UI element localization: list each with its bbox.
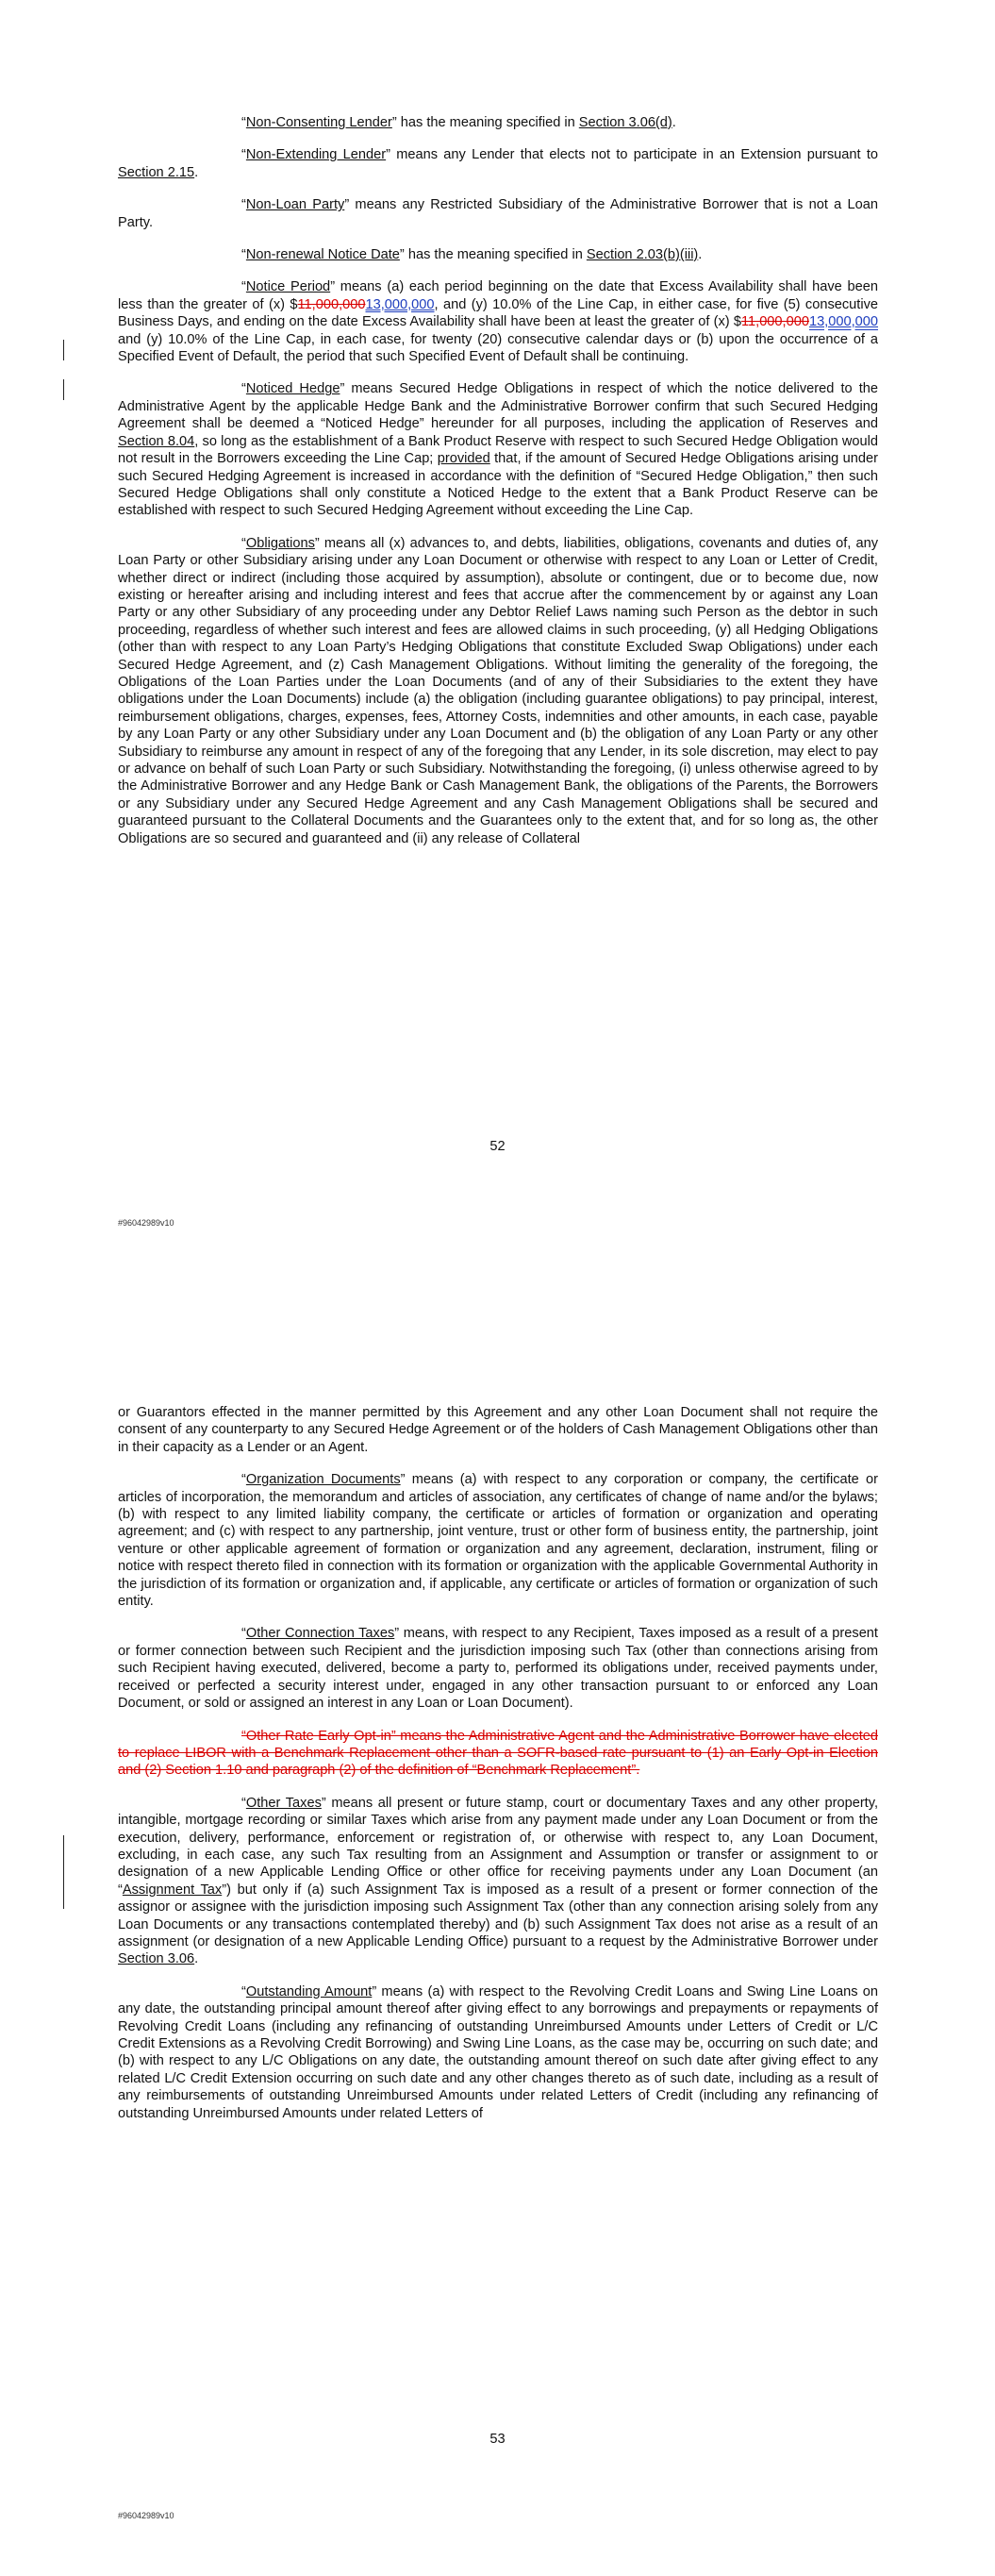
inserted-text: 13,000,000 bbox=[365, 296, 435, 312]
defined-term: Other Connection Taxes bbox=[245, 1626, 395, 1642]
definition-non-loan-party: “Non-Loan Party” means any Restricted Subsidiary of the Administrative Borrower that is not a Loan Party. bbox=[118, 197, 879, 230]
defined-term: Organization Documents bbox=[245, 1472, 401, 1488]
definition-notice-period: “Notice Period” means (a) each period beginning on the date that Excess Availability shall have been less than the greater of (x) $11,000,00013,000,000, and (y) 10.0% of the Line Cap, in either case, for five (5) consecutive Business Days, and ending on the date Excess Availability shall have been at least the greater of (x) $11,000,00013,000,000 and (y) 10.0% of the Line Cap, in each case, for twenty (20) consecutive calendar days or (b) upon the occurrence of a Specified Event of Default, the period that such Specified Event of Default shall be continuing. bbox=[118, 279, 879, 365]
defined-term: Outstanding Amount bbox=[245, 1983, 373, 1999]
definition-other-connection-taxes: “Other Connection Taxes” means, with respect to any Recipient, Taxes imposed as a result of a present or former connection between such Recipient and the jurisdiction imposing such Tax (other than connections arising from such Recipient having executed, delivered, become a party to, performed its obligations under, received payments under, received or perfected a security interest under, engaged in any other transaction pursuant to or enforced any Loan Document, or sold or assigned an interest in any Loan or Loan Document). bbox=[118, 1626, 878, 1712]
defined-term: Notice Period bbox=[245, 279, 331, 295]
defined-term: Non-Consenting Lender bbox=[245, 115, 392, 130]
section-reference: Section 3.06 bbox=[118, 1951, 195, 1967]
definition-organization-documents: “Organization Documents” means (a) with respect to any corporation or company, the certificate or articles of incorporation, the memorandum and articles of association, any certificates of change of name and/or the bylaws; (b) with respect to any limited liability company, the certificate or articles of formation or organization and operating agreement; and (c) with respect to any partnership, joint venture, trust or other form of business entity, the partnership, joint venture or other applicable agreement of formation or organization and any agreement, declaration, instrument, filing or notice with respect thereto filed in connection with its formation or organization with the applicable Governmental Authority in the jurisdiction of its formation or organization and, if applicable, any certificate or articles of formation or organization of such entity. bbox=[118, 1472, 878, 1610]
deleted-definition-other-rate-early-opt-in: “Other Rate Early Opt-in” means the Administrative Agent and the Administrative Borrower have elected to replace LIBOR with a Benchmark Replacement other than a SOFR-based rate pursuant to (1) an Early Opt-in Election and (2) Section 1.10 and paragraph (2) of the definition of “Benchmark Replacement”. bbox=[118, 1728, 878, 1779]
definition-non-consenting-lender: “Non-Consenting Lender” has the meaning specified in Section 3.06(d). bbox=[241, 115, 676, 130]
inserted-text: 13,000,000 bbox=[808, 314, 878, 330]
page-number: 53 bbox=[489, 2432, 506, 2447]
change-bar bbox=[63, 340, 64, 360]
deleted-text: 11,000,000 bbox=[297, 296, 366, 312]
defined-term: Non-renewal Notice Date bbox=[245, 247, 400, 263]
change-bar bbox=[63, 1835, 64, 1909]
document-id: #96042989v10 bbox=[118, 2511, 174, 2520]
section-reference: Section 8.04 bbox=[118, 433, 195, 449]
section-reference: Section 3.06(d) bbox=[578, 115, 672, 130]
defined-term: Noticed Hedge bbox=[245, 381, 340, 397]
definition-obligations: “Obligations” means all (x) advances to, and debts, liabilities, obligations, covenants and duties of, any Loan Party or other Subsidiary arising under any Loan Document or otherwise with respect to any Loan or Letter of Credit, whether direct or indirect (including those acquired by assumption), absolute or contingent, due or to become due, now existing or hereafter arising and including interest and fees that accrue after the commencement by or against any Loan Party or any other Subsidiary of any proceeding under any Debtor Relief Laws naming such Person as the debtor in such proceeding, regardless of whether such interest and fees are allowed claims in such proceeding, (y) all Hedging Obligations (other than with respect to any Loan Party’s Hedging Obligations that constitute Excluded Swap Obligations) under each Secured Hedge Agreement, and (z) Cash Management Obligations. Without limiting the generality of the foregoing, the Obligations of the Loan Parties under the Loan Documents (and of any of their Subsidiaries to the extent they have obligations under the Loan Documents) include (a) the obligation (including guarantee obligations) to pay principal, interest, reimbursement obligations, charges, expenses, fees, Attorney Costs, indemnities and other amounts, in each case, payable by any Loan Party or any other Subsidiary under any Loan Document and (b) the obligation of any Loan Party or any other Subsidiary to reimburse any amount in respect of any of the foregoing that any Lender, in its sole discretion, may elect to pay or advance on behalf of such Loan Party or such Subsidiary. Notwithstanding the foregoing, (i) unless otherwise agreed to by the Administrative Borrower and any Hedge Bank or Cash Management Bank, the obligations of the Parents, the Borrowers or any Subsidiary under any Secured Hedge Agreement and any Cash Management Obligations shall be secured and guaranteed pursuant to the Collateral Documents and the Guarantees only to the extent that, and for so long as, the other Obligations are so secured and guaranteed and (ii) any release of Collateral bbox=[118, 535, 878, 846]
definition-noticed-hedge: “Noticed Hedge” means Secured Hedge Obligations in respect of which the notice delivered to the Administrative Agent by the applicable Hedge Bank and the Administrative Borrower confirm that such Secured Hedging Agreement shall be deemed a “Noticed Hedge” hereunder for all purposes, including the application of Reserves and Section 8.04, so long as the establishment of a Bank Product Reserve with respect to such Secured Hedge Obligation would not result in the Borrowers exceeding the Line Cap; provided that, if the amount of Secured Hedge Obligations arising under such Secured Hedging Agreement is increased in accordance with the definition of “Secured Hedge Obligation,” then such Secured Hedge Obligations shall only constitute a Noticed Hedge to the extent that a Bank Product Reserve can be established with respect to such Secured Hedging Agreement without exceeding the Line Cap. bbox=[118, 381, 879, 519]
continued-paragraph: or Guarantors effected in the manner permitted by this Agreement and any other Loan Document shall not require the consent of any counterparty to any Secured Hedge Agreement or of the holders of Cash Management Obligations other than in their capacity as a Lender or an Agent. bbox=[118, 1405, 878, 1455]
provided-term: provided bbox=[437, 451, 490, 467]
definition-non-extending-lender: “Non-Extending Lender” means any Lender that elects not to participate in an Extension pursuant to Section 2.15. bbox=[118, 147, 878, 180]
document-id: #96042989v10 bbox=[118, 1218, 174, 1228]
section-reference: Section 2.15 bbox=[118, 164, 195, 180]
defined-term: Obligations bbox=[245, 535, 315, 551]
page-52-body bbox=[118, 114, 878, 862]
definition-other-taxes: “Other Taxes” means all present or future stamp, court or documentary Taxes and any other property, intangible, mortgage recording or similar Taxes which arise from any payment made under any Loan Document or from the execution, delivery, performance, enforcement or registration of, or otherwise with respect to, any Loan Document, excluding, in each case, any such Tax resulting from an Assignment and Assumption or transfer or assignment to or designation of a new Applicable Lending Office or other office for receiving payments under any Loan Document (an “Assignment Tax”) but only if (a) such Assignment Tax is imposed as a result of a present or former connection of the assignor or assignee with the jurisdiction imposing such Assignment Tax (other than any connection arising solely from any Loan Documents or any transactions contemplated thereby) and (b) such Assignment Tax does not arise as a result of an assignment (or designation of a new Applicable Lending Office) pursuant to a request by the Administrative Borrower under Section 3.06. bbox=[118, 1795, 878, 1967]
definition-non-renewal-notice-date: “Non-renewal Notice Date” has the meaning specified in Section 2.03(b)(iii). bbox=[241, 247, 703, 263]
section-reference: Section 2.03(b)(iii) bbox=[586, 247, 699, 263]
page-number: 52 bbox=[489, 1139, 506, 1154]
defined-term: Other Taxes bbox=[245, 1795, 322, 1811]
definition-outstanding-amount: “Outstanding Amount” means (a) with respect to the Revolving Credit Loans and Swing Line Loans on any date, the outstanding principal amount thereof after giving effect to any borrowings and prepayments or repayments of Revolving Credit Loans (including any refinancing of outstanding Unreimbursed Amounts under Letters of Credit or L/C Credit Extensions as a Revolving Credit Borrowing) and Swing Line Loans, as the case may be, occurring on such date; and (b) with respect to any L/C Obligations on any date, the outstanding amount thereof on such date after giving effect to any related L/C Credit Extension occurring on such date and any other changes thereto as of such date, including as a result of any reimbursements of outstanding Unreimbursed Amounts under related Letters of Credit (including any refinancing of outstanding Unreimbursed Amounts under related Letters of bbox=[118, 1983, 878, 2121]
page-53-body bbox=[118, 1404, 878, 2137]
page-53 bbox=[0, 1288, 995, 2576]
change-bar bbox=[63, 379, 64, 400]
defined-term: Assignment Tax bbox=[122, 1882, 223, 1898]
deleted-text: 11,000,000 bbox=[740, 314, 809, 330]
defined-term: Non-Loan Party bbox=[245, 197, 345, 213]
defined-term: Non-Extending Lender bbox=[245, 147, 387, 163]
